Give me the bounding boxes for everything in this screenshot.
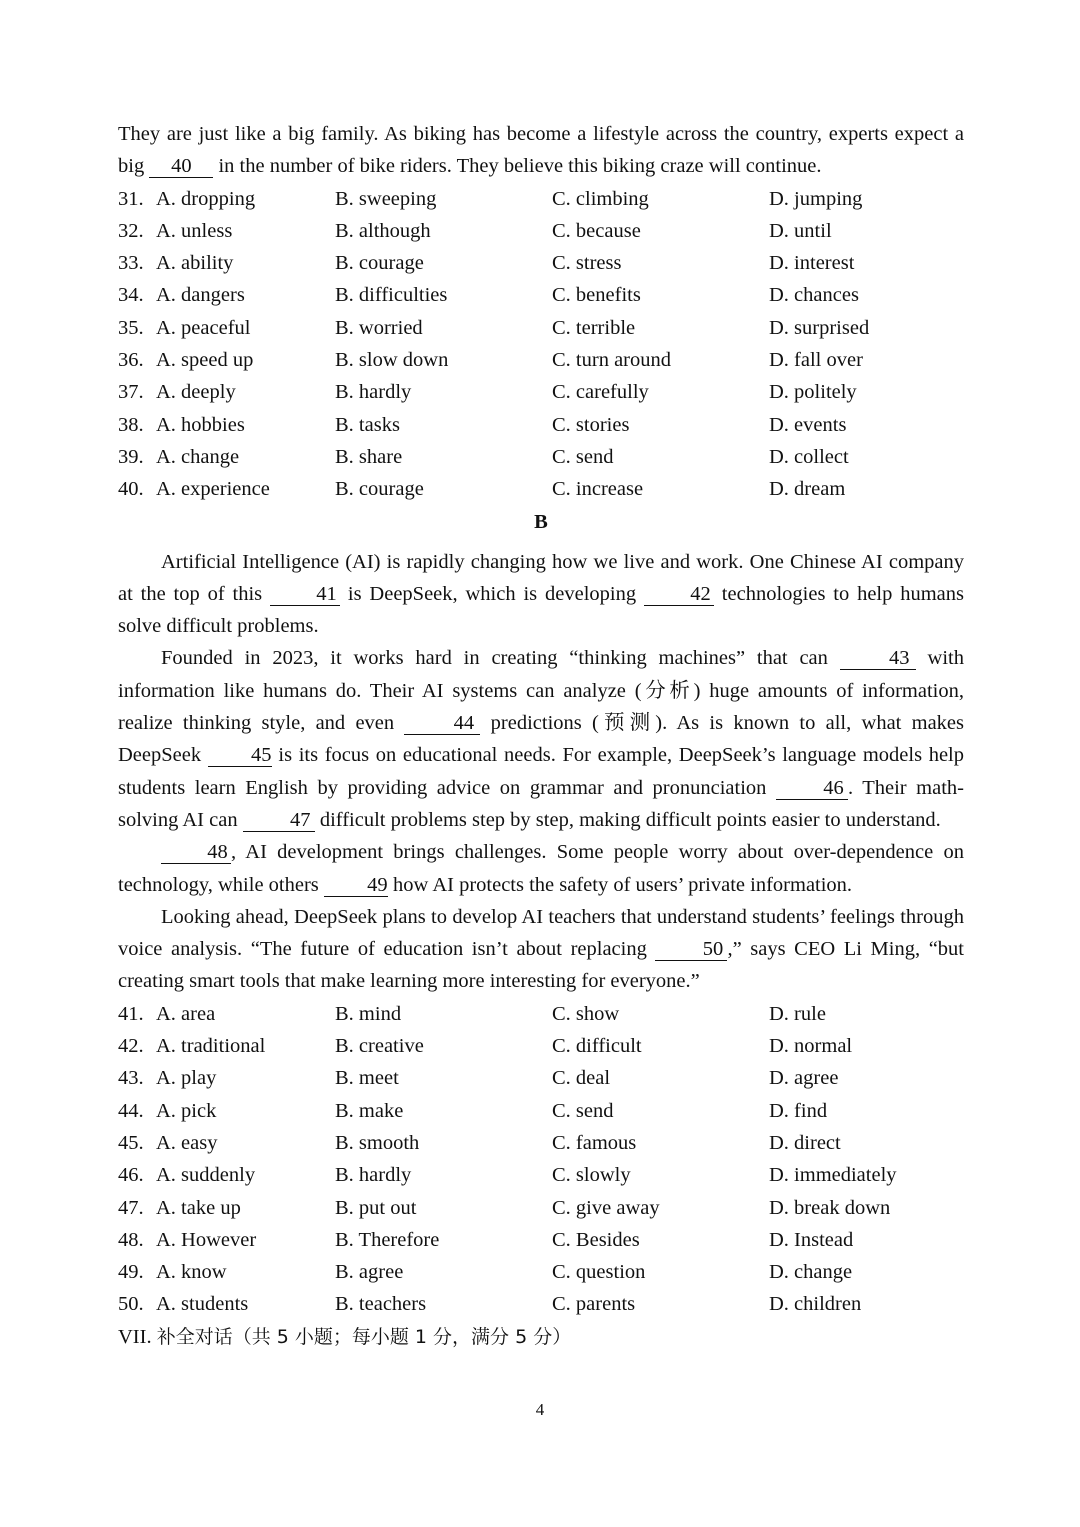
blank-49: 49 xyxy=(324,874,388,897)
option-a: 46. A. suddenly xyxy=(118,1159,335,1191)
option-d: D. agree xyxy=(769,1067,839,1090)
option-d: D. politely xyxy=(769,381,857,404)
option-c: C. difficult xyxy=(552,1035,642,1058)
question-number: 40. xyxy=(118,478,144,501)
passage-b-paragraph-3: 48 , AI development brings challenges. Some people worry about over-dependence on technology, while others 49 how AI protects the safety of users’ private information. xyxy=(118,841,964,896)
option-c: C. turn around xyxy=(552,349,671,372)
option-a: 44. A. pick xyxy=(118,1095,335,1127)
question-number: 39. xyxy=(118,445,144,468)
option-d: D. Instead xyxy=(769,1228,854,1251)
question-number: 44. xyxy=(118,1099,144,1122)
question-row xyxy=(118,998,964,1030)
option-a: 38. A. hobbies xyxy=(118,409,335,441)
question-row xyxy=(118,312,964,344)
question-number: 45. xyxy=(118,1131,144,1154)
option-c: C. benefits xyxy=(552,284,641,307)
question-number: 36. xyxy=(118,349,144,372)
option-a: 39. A. change xyxy=(118,441,335,473)
option-a: 34. A. dangers xyxy=(118,279,335,311)
option-b: B. hardly xyxy=(335,381,412,404)
option-b: B. share xyxy=(335,445,403,468)
option-c: C. famous xyxy=(552,1131,637,1154)
question-number: 43. xyxy=(118,1067,144,1090)
option-d: D. dream xyxy=(769,478,846,501)
option-a: 42. A. traditional xyxy=(118,1030,335,1062)
question-row xyxy=(118,215,964,247)
option-a: 32. A. unless xyxy=(118,215,335,247)
option-c: C. increase xyxy=(552,478,644,501)
option-c: C. stress xyxy=(552,252,622,275)
option-c: C. send xyxy=(552,445,614,468)
option-b: B. smooth xyxy=(335,1131,420,1154)
question-number: 38. xyxy=(118,413,144,436)
question-number: 47. xyxy=(118,1196,144,1219)
question-number: 46. xyxy=(118,1164,144,1187)
blank-44: 44 xyxy=(404,712,480,735)
option-a: 31. A. dropping xyxy=(118,183,335,215)
question-row xyxy=(118,1030,964,1062)
options-41-50 xyxy=(118,998,964,1321)
option-a: 37. A. deeply xyxy=(118,376,335,408)
option-b: B. courage xyxy=(335,478,424,501)
option-a: 36. A. speed up xyxy=(118,344,335,376)
option-b: B. tasks xyxy=(335,413,400,436)
option-c: C. terrible xyxy=(552,316,636,339)
option-b: B. although xyxy=(335,219,431,242)
option-a: 50. A. students xyxy=(118,1288,335,1320)
option-c: C. climbing xyxy=(552,187,649,210)
question-number: 34. xyxy=(118,284,144,307)
question-number: 41. xyxy=(118,1002,144,1025)
passage-a-ending: They are just like a big family. As biking has become a lifestyle across the country, experts expect a big 40 in the number of bike riders. They believe this biking craze will continue. xyxy=(118,123,964,178)
option-b: B. teachers xyxy=(335,1293,427,1316)
question-row xyxy=(118,344,964,376)
option-b: B. courage xyxy=(335,252,424,275)
option-c: C. deal xyxy=(552,1067,611,1090)
option-a: 47. A. take up xyxy=(118,1192,335,1224)
option-d: D. break down xyxy=(769,1196,891,1219)
option-b: B. hardly xyxy=(335,1164,412,1187)
option-d: D. children xyxy=(769,1293,862,1316)
question-number: 33. xyxy=(118,252,144,275)
option-a: 43. A. play xyxy=(118,1062,335,1094)
option-d: D. rule xyxy=(769,1002,826,1025)
option-a: 33. A. ability xyxy=(118,247,335,279)
passage-b-paragraph-2: Founded in 2023, it works hard in creating “thinking machines” that can 43 with information like humans do. Their AI systems can analyze (分析) huge amounts of information, realize thinking style, and even 44 predictions (预测). As is known to all, what makes DeepSeek 45 is its focus on educational needs. For example, DeepSeek’s language models help students learn English by providing advice on grammar and pronunciation 46 . Their math-solving AI can 47 difficult problems step by step, making difficult points easier to understand. xyxy=(118,647,965,831)
option-b: B. Therefore xyxy=(335,1228,440,1251)
option-d: D. find xyxy=(769,1099,828,1122)
option-d: D. normal xyxy=(769,1035,853,1058)
question-row xyxy=(118,1224,964,1256)
question-row xyxy=(118,1288,964,1320)
page-number: 4 xyxy=(535,1400,545,1419)
blank-43: 43 xyxy=(840,647,916,670)
blank-46: 46 xyxy=(776,777,848,800)
question-number: 37. xyxy=(118,381,144,404)
question-row xyxy=(118,1062,964,1094)
blank-40: 40 xyxy=(149,155,213,178)
question-row xyxy=(118,376,964,408)
option-d: D. events xyxy=(769,413,847,436)
blank-48: 48 xyxy=(161,841,231,864)
question-row xyxy=(118,1256,964,1288)
option-d: D. surprised xyxy=(769,316,870,339)
option-a: 35. A. peaceful xyxy=(118,312,335,344)
question-number: 49. xyxy=(118,1261,144,1284)
option-d: D. chances xyxy=(769,284,859,307)
options-31-40 xyxy=(118,183,964,506)
question-number: 35. xyxy=(118,316,144,339)
option-b: B. make xyxy=(335,1099,404,1122)
option-a: 40. A. experience xyxy=(118,473,335,505)
option-b: B. sweeping xyxy=(335,187,437,210)
option-c: C. because xyxy=(552,219,641,242)
question-number: 32. xyxy=(118,219,144,242)
option-c: C. question xyxy=(552,1261,646,1284)
question-row xyxy=(118,1159,964,1191)
option-a: 45. A. easy xyxy=(118,1127,335,1159)
question-row xyxy=(118,1095,964,1127)
option-d: D. interest xyxy=(769,252,855,275)
option-d: D. jumping xyxy=(769,187,863,210)
option-b: B. slow down xyxy=(335,349,449,372)
option-c: C. slowly xyxy=(552,1164,631,1187)
option-c: C. send xyxy=(552,1099,614,1122)
blank-47: 47 xyxy=(243,809,315,832)
blank-45: 45 xyxy=(208,744,272,767)
option-d: D. until xyxy=(769,219,832,242)
option-d: D. immediately xyxy=(769,1164,897,1187)
option-c: C. give away xyxy=(552,1196,660,1219)
question-number: 42. xyxy=(118,1035,144,1058)
option-b: B. agree xyxy=(335,1261,404,1284)
option-d: D. direct xyxy=(769,1131,841,1154)
question-row xyxy=(118,409,964,441)
option-c: C. parents xyxy=(552,1293,636,1316)
option-c: C. stories xyxy=(552,413,630,436)
option-b: B. put out xyxy=(335,1196,417,1219)
question-row xyxy=(118,279,964,311)
question-row xyxy=(118,247,964,279)
option-a: 48. A. However xyxy=(118,1224,335,1256)
question-row xyxy=(118,473,964,505)
passage-b-paragraph-4: Looking ahead, DeepSeek plans to develop AI teachers that understand students’ feelings through voice analysis. “The future of education isn’t about replacing 50 ,” says CEO Li Ming, “but creating smart tools that make learning more interesting for everyone.” xyxy=(118,905,964,993)
option-c: C. carefully xyxy=(552,381,649,404)
option-a: 41. A. area xyxy=(118,998,335,1030)
option-b: B. creative xyxy=(335,1035,424,1058)
option-c: C. Besides xyxy=(552,1228,640,1251)
option-b: B. worried xyxy=(335,316,423,339)
exam-page xyxy=(118,118,964,1353)
option-b: B. difficulties xyxy=(335,284,448,307)
option-d: D. fall over xyxy=(769,349,863,372)
question-row xyxy=(118,1127,964,1159)
question-row xyxy=(118,183,964,215)
passage-b-paragraph-1: Artificial Intelligence (AI) is rapidly changing how we live and work. One Chinese AI company at the top of this 41 is DeepSeek, which is developing 42 technologies to help humans solve difficult problems. xyxy=(118,550,965,638)
blank-41: 41 xyxy=(270,583,340,606)
option-c: C. show xyxy=(552,1002,620,1025)
question-row xyxy=(118,441,964,473)
option-d: D. change xyxy=(769,1261,853,1284)
option-b: B. mind xyxy=(335,1002,402,1025)
question-number: 48. xyxy=(118,1228,144,1251)
question-number: 50. xyxy=(118,1293,144,1316)
section-b-title: B xyxy=(534,510,548,533)
question-number: 31. xyxy=(118,187,144,210)
blank-42: 42 xyxy=(644,583,714,606)
option-d: D. collect xyxy=(769,445,849,468)
question-row xyxy=(118,1192,964,1224)
option-b: B. meet xyxy=(335,1067,399,1090)
blank-50: 50 xyxy=(655,938,727,961)
section-vii-heading: VII. 补全对话（共 5 小题；每小题 1 分，满分 5 分） xyxy=(118,1325,572,1348)
option-a: 49. A. know xyxy=(118,1256,335,1288)
